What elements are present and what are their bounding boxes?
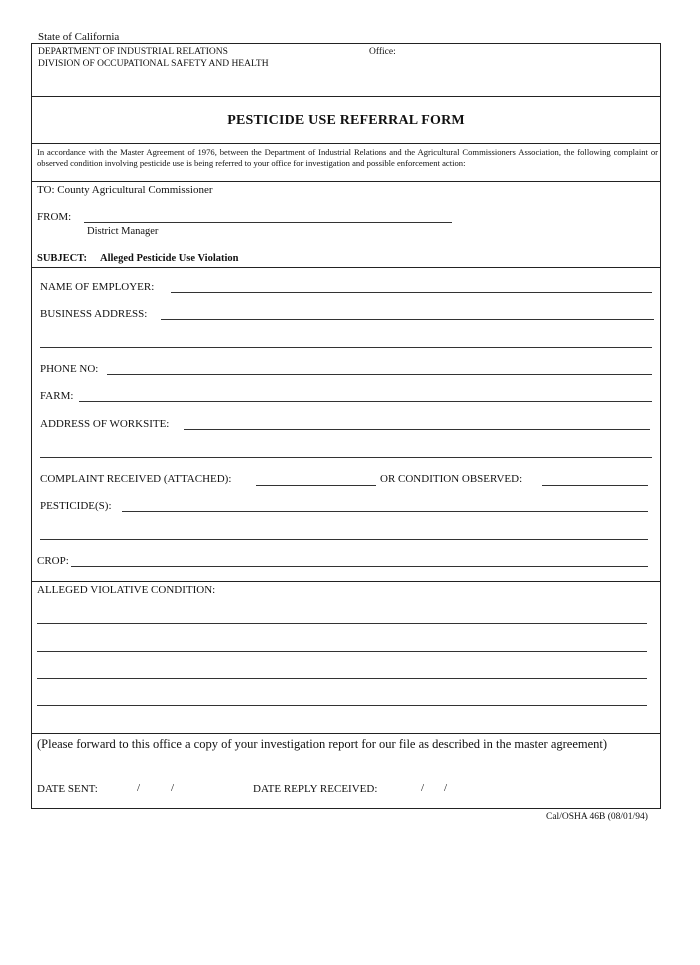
date-reply-slash-1: / bbox=[421, 782, 425, 794]
form-title: PESTICIDE USE REFERRAL FORM bbox=[227, 113, 465, 128]
from-label: FROM: bbox=[37, 211, 72, 223]
violation-line-4[interactable] bbox=[37, 705, 647, 706]
date-reply-slash-2: / bbox=[444, 782, 448, 794]
condition-label: OR CONDITION OBSERVED: bbox=[380, 473, 523, 485]
business-address-field-2[interactable] bbox=[40, 347, 652, 348]
division-name: DIVISION OF OCCUPATIONAL SAFETY AND HEALTH bbox=[38, 59, 269, 69]
intro-paragraph: In accordance with the Master Agreement of 1976, between the Department of Industrial Relations and the Agricultural Commissioners Association, the following complaint or observed condition involving pesticide use is being referred to your office for investigation and possible enforcement action: bbox=[37, 147, 658, 168]
to-line: TO: County Agricultural Commissioner bbox=[37, 184, 213, 196]
form-id: Cal/OSHA 46B (08/01/94) bbox=[546, 812, 648, 822]
phone-field[interactable] bbox=[107, 374, 652, 375]
from-sublabel: District Manager bbox=[87, 226, 159, 237]
office-label: Office: bbox=[369, 47, 396, 57]
date-sent-slash-2: / bbox=[171, 782, 175, 794]
subject-divider bbox=[31, 267, 661, 268]
pesticides-field[interactable] bbox=[122, 511, 648, 512]
worksite-field-2[interactable] bbox=[40, 457, 652, 458]
title-divider bbox=[31, 143, 661, 144]
forward-note: (Please forward to this office a copy of your investigation report for our file as described in the master agreement) bbox=[37, 737, 608, 751]
violation-label: ALLEGED VIOLATIVE CONDITION: bbox=[37, 584, 216, 596]
violation-line-2[interactable] bbox=[37, 651, 647, 652]
worksite-label: ADDRESS OF WORKSITE: bbox=[40, 418, 170, 430]
complaint-label: COMPLAINT RECEIVED (ATTACHED): bbox=[40, 473, 232, 485]
crop-field[interactable] bbox=[71, 566, 648, 567]
intro-divider bbox=[31, 181, 661, 182]
pesticides-label: PESTICIDE(S): bbox=[40, 500, 112, 512]
complaint-field[interactable] bbox=[256, 485, 376, 486]
date-reply-label: DATE REPLY RECEIVED: bbox=[253, 783, 378, 795]
dept-name: DEPARTMENT OF INDUSTRIAL RELATIONS bbox=[38, 47, 228, 57]
date-sent-slash-1: / bbox=[137, 782, 141, 794]
header-divider bbox=[31, 96, 661, 97]
date-sent-label: DATE SENT: bbox=[37, 783, 98, 795]
state-label: State of California bbox=[38, 31, 120, 43]
crop-divider bbox=[31, 581, 661, 582]
business-address-field[interactable] bbox=[161, 319, 654, 320]
violation-divider bbox=[31, 733, 661, 734]
violation-line-3[interactable] bbox=[37, 678, 647, 679]
pesticides-field-2[interactable] bbox=[40, 539, 648, 540]
phone-label: PHONE NO: bbox=[40, 363, 99, 375]
employer-field[interactable] bbox=[171, 292, 652, 293]
employer-label: NAME OF EMPLOYER: bbox=[40, 281, 155, 293]
crop-label: CROP: bbox=[37, 555, 69, 567]
from-field[interactable] bbox=[84, 222, 452, 223]
farm-field[interactable] bbox=[79, 401, 652, 402]
violation-line-1[interactable] bbox=[37, 623, 647, 624]
condition-field[interactable] bbox=[542, 485, 648, 486]
subject-value: Alleged Pesticide Use Violation bbox=[100, 253, 239, 264]
farm-label: FARM: bbox=[40, 390, 74, 402]
subject-label: SUBJECT: bbox=[37, 253, 87, 264]
worksite-field[interactable] bbox=[184, 429, 650, 430]
business-address-label: BUSINESS ADDRESS: bbox=[40, 308, 148, 320]
